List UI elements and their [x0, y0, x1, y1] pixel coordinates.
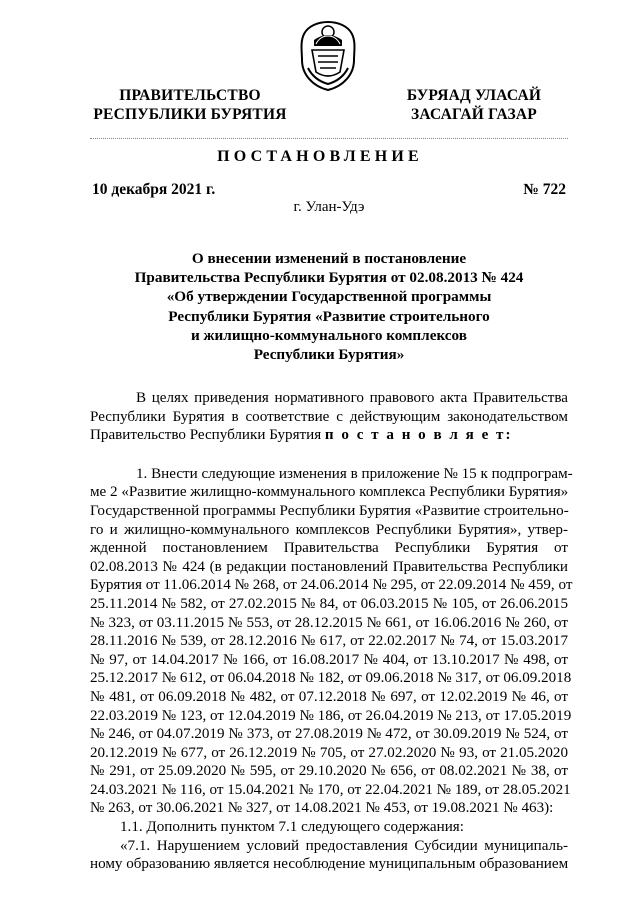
para1-line: Государственной программы Республики Бурятия «Развитие строительно-: [90, 502, 569, 519]
title-line: Правительства Республики Бурятия от 02.08.2013 № 424: [134, 269, 524, 287]
header-left-line-2: РЕСПУБЛИКИ БУРЯТИЯ: [93, 106, 287, 123]
para1-line: го и жилищно-коммунального комплексов Республики Бурятия», утвер-: [90, 521, 568, 538]
header-right-block: [388, 86, 560, 124]
para1-line: № 323, от 03.11.2015 № 553, от 28.12.2015 № 661, от 16.06.2016 № 260, от: [90, 614, 568, 631]
document-title: [90, 249, 568, 364]
para1-line: 24.03.2021 № 116, от 15.04.2021 № 170, от 22.04.2021 № 189, от 28.05.2021: [90, 781, 571, 798]
para3-line: «7.1. Нарушением условий предоставления Субсидии муниципаль-: [120, 837, 568, 854]
para3-line: ному образованию является несоблюдение муниципальным образованием: [90, 856, 569, 873]
para1-line: 02.08.2013 № 424 (в редакции постановлений Правительства Республики: [90, 558, 568, 575]
para1-line: ме 2 «Развитие жилищно-коммунального комплекса Республики Бурятия»: [90, 484, 569, 501]
document-date: 10 декабря 2021 г.: [92, 181, 216, 198]
para1-line: № 291, от 25.09.2020 № 595, от 29.10.2020 № 656, от 08.02.2021 № 38, от: [90, 763, 568, 780]
coat-of-arms-emblem: [294, 20, 362, 92]
intro-line-last: [90, 426, 568, 445]
decree-word: п о с т а н о в л я е т:: [324, 427, 513, 444]
document-type: ПОСТАНОВЛЕНИЕ: [217, 148, 423, 165]
para1-line: 20.12.2019 № 677, от 26.12.2019 № 705, от 27.02.2020 № 93, от 21.05.2020: [90, 744, 568, 761]
para1-line: 22.03.2019 № 123, от 12.04.2019 № 186, от 26.04.2019 № 213, от 17.05.2019: [90, 707, 572, 724]
para1-line-last: № 263, от 30.06.2021 № 327, от 14.08.2021 № 453, от 19.08.2021 № 463):: [90, 800, 554, 817]
document-body: [90, 389, 573, 874]
para1-line: 25.11.2014 № 582, от 27.02.2015 № 84, от 06.03.2015 № 105, от 26.06.2015: [90, 595, 568, 612]
intro-line: В целях приведения нормативного правового акта Правительства: [136, 390, 568, 406]
title-line: и жилищно-коммунального комплексов: [191, 326, 467, 344]
document-city: г. Улан-Удэ: [293, 199, 365, 215]
header-right-line-2: ЗАСАГАЙ ГАЗАР: [411, 106, 537, 123]
header-right-line-1: БУРЯАД УЛАСАЙ: [406, 87, 542, 104]
para1-line: № 481, от 06.09.2018 № 482, от 07.12.2018 № 697, от 12.02.2019 № 46, от: [90, 688, 568, 705]
title-line: Республики Бурятия»: [253, 346, 405, 364]
para1-line: Бурятия от 11.06.2014 № 268, от 24.06.2014 № 295, от 22.09.2014 № 459, от: [90, 577, 573, 594]
paragraph-gap: [90, 445, 568, 465]
para1-line: № 246, от 04.07.2019 № 373, от 27.08.2019 № 472, от 30.09.2019 № 524, от: [90, 726, 568, 743]
header-left-line-1: ПРАВИТЕЛЬСТВО: [119, 87, 261, 104]
title-line: Республики Бурятия «Развитие строительного: [168, 307, 490, 325]
intro-line: Республики Бурятия в соответствие с действующим законодательством: [90, 408, 568, 425]
intro-text: Правительство Республики Бурятия: [90, 427, 322, 444]
para1-line: № 97, от 14.04.2017 № 166, от 16.08.2017 № 404, от 13.10.2017 № 498, от: [90, 651, 568, 668]
title-line: О внесении изменений в постановление: [191, 250, 467, 267]
para1-line: жденной постановлением Правительства Республики Бурятия от: [90, 540, 568, 557]
para1-line: 28.11.2016 № 539, от 28.12.2016 № 617, от 22.02.2017 № 74, от 15.03.2017: [90, 633, 568, 650]
para1-line: 25.12.2017 № 612, от 06.04.2018 № 182, от 09.06.2018 № 317, от 06.09.2018: [90, 670, 572, 687]
document-number: № 722: [523, 181, 566, 198]
para1-line: 1. Внести следующие изменения в приложение № 15 к подпрограм-: [136, 465, 573, 482]
header-left-block: [90, 86, 290, 124]
title-line: «Об утверждении Государственной программы: [166, 288, 492, 306]
header-divider: [90, 138, 568, 139]
para2-line: 1.1. Дополнить пунктом 7.1 следующего содержания:: [120, 819, 464, 836]
